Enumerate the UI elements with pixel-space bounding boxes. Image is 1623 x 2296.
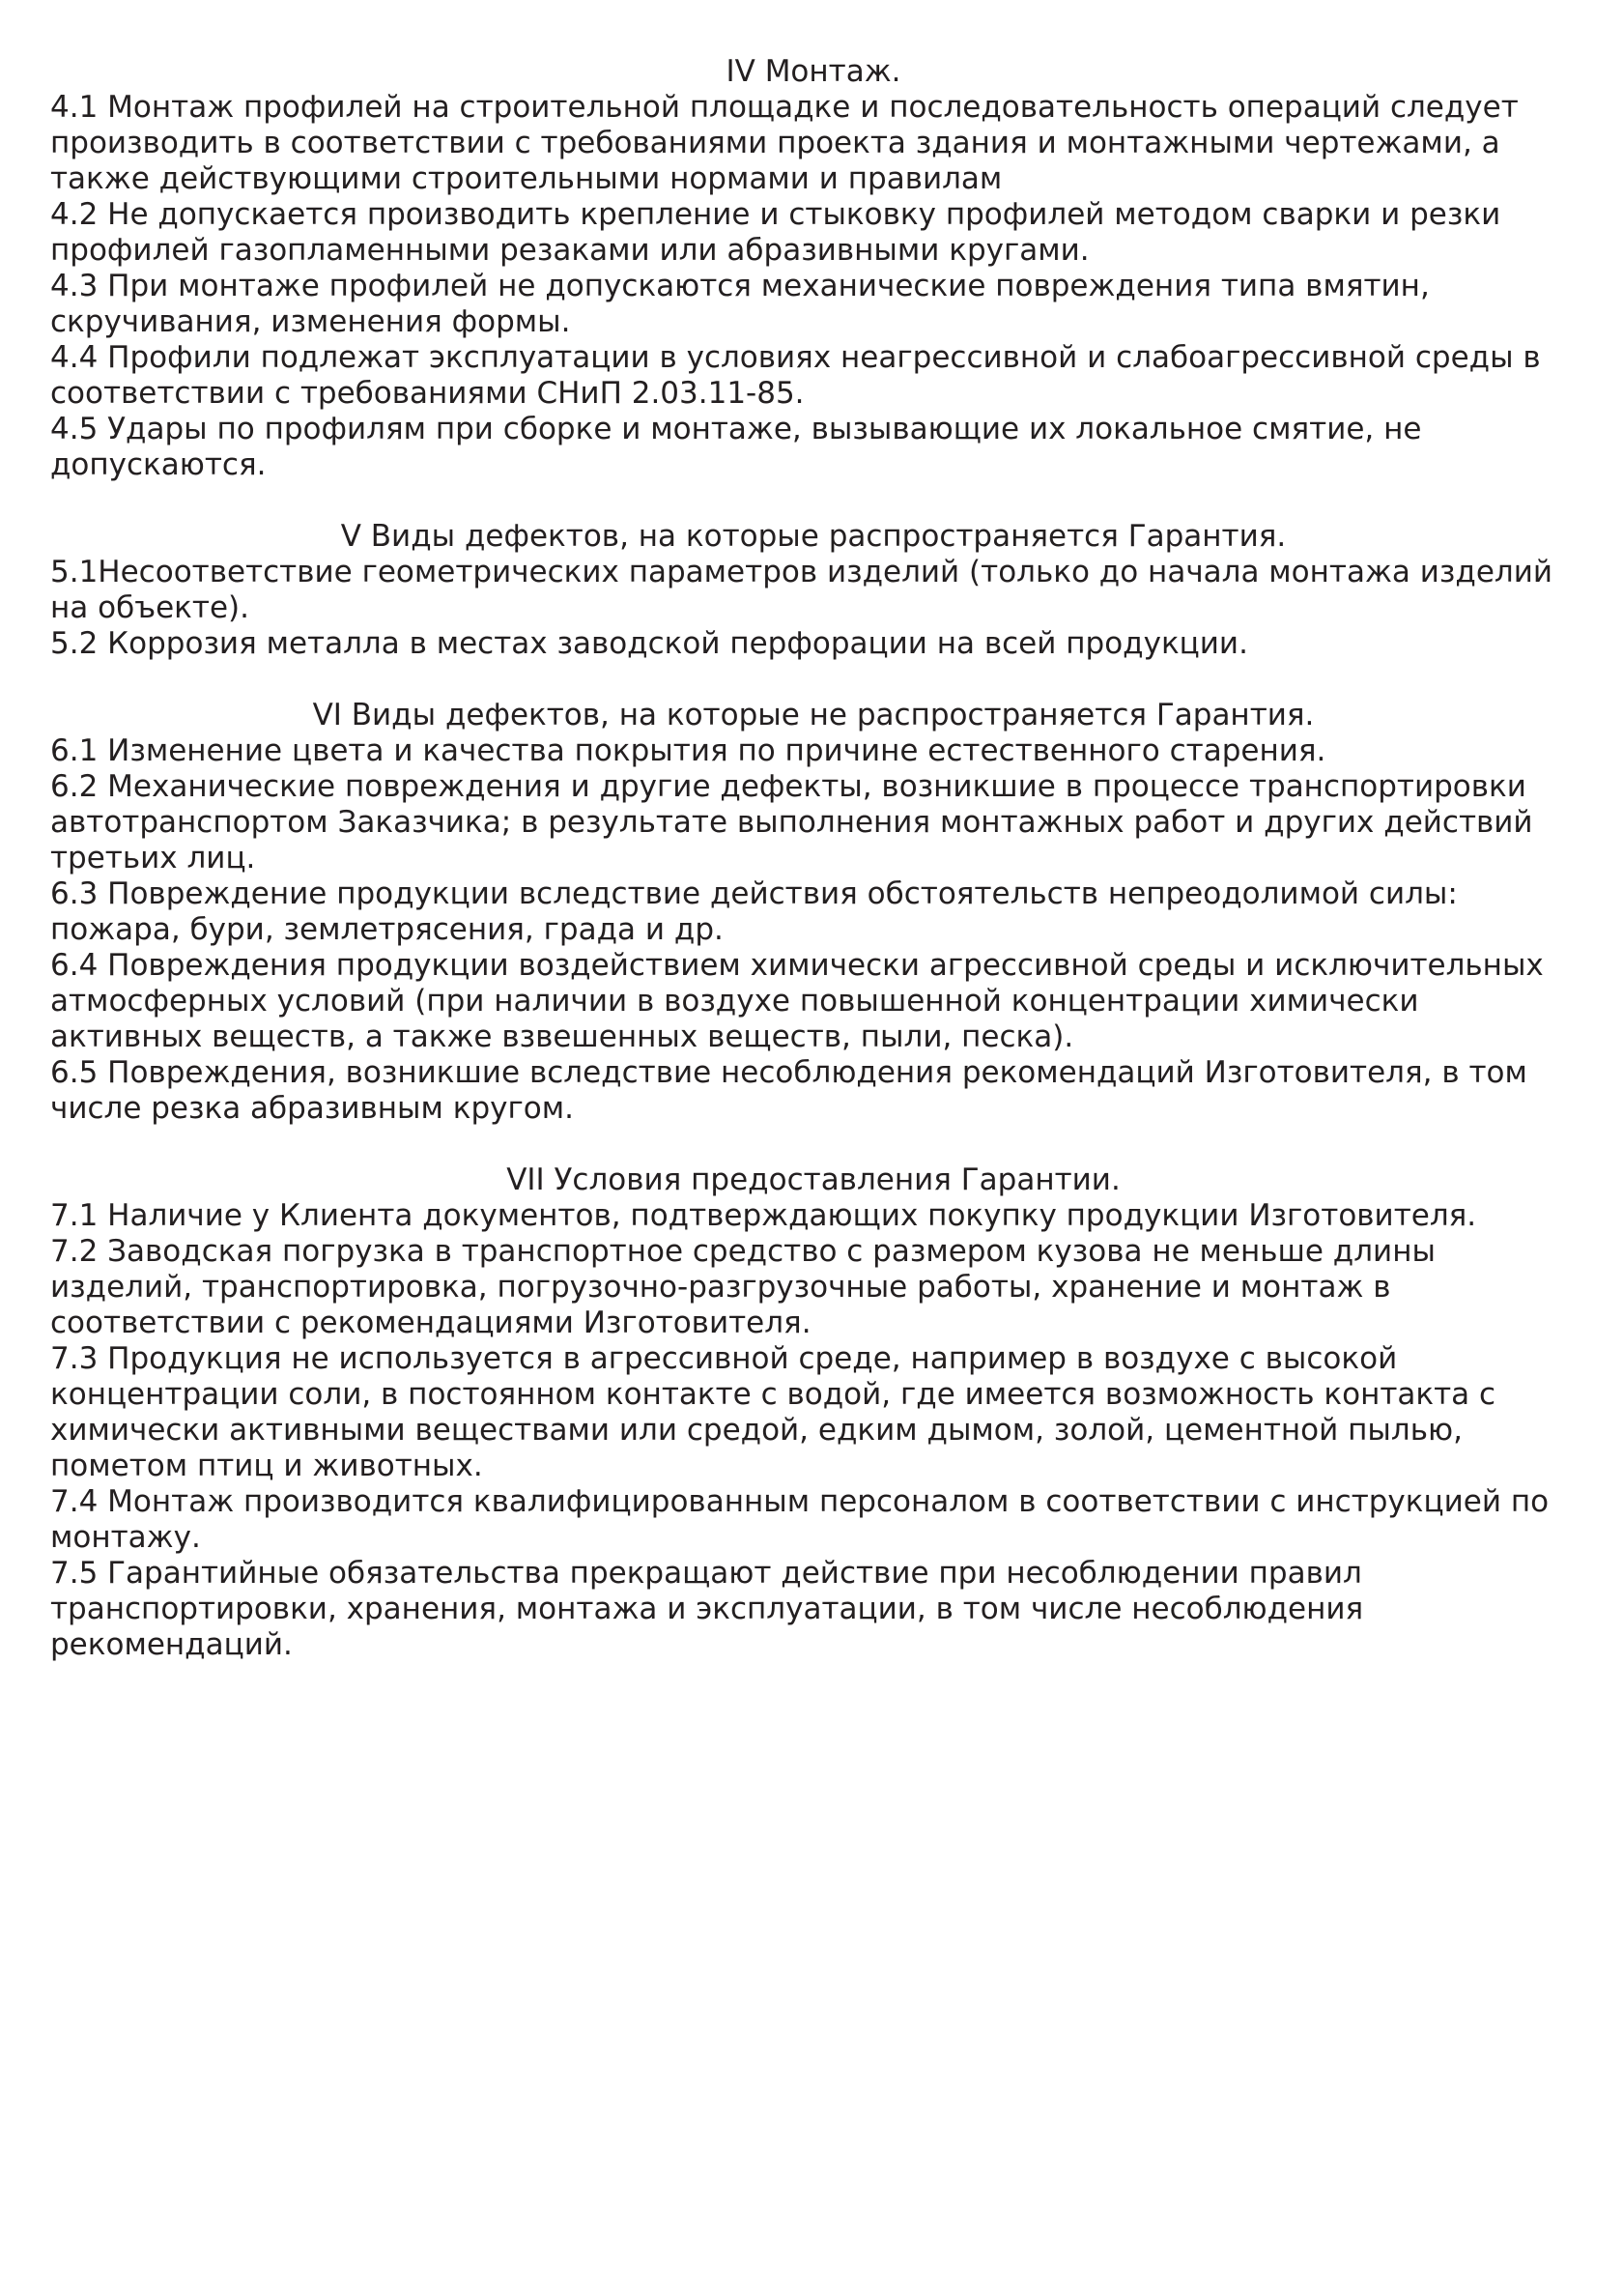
section-title: VII Условия предоставления Гарантии. <box>506 1162 1121 1197</box>
clause-7-4: 7.4 Монтаж производится квалифицированным персоналом в соответствии с инструкцией по монтажу. <box>50 1484 1550 1555</box>
clause-4-1: 4.1 Монтаж профилей на строительной площадке и последовательность операций следует производить в соответствии с требованиями проекта здания и монтажными чертежами, а также действующими строительными нормами и правилам <box>50 90 1519 196</box>
clause-6-4: 6.4 Повреждения продукции воздействием химически агрессивной среды и исключительных атмосферных условий (при наличии в воздухе повышенной концентрации химически активных веществ, а также взвешенных веществ, пыли, песка). <box>50 948 1544 1054</box>
clause-6-3: 6.3 Повреждение продукции вследствие действия обстоятельств непреодолимой силы: пожара, бури, землетрясения, града и др. <box>50 876 1458 947</box>
clause-5-1: 5.1Несоответствие геометрических параметров изделий (только до начала монтажа изделий на объекте). <box>50 555 1552 625</box>
clause-7-1: 7.1 Наличие у Клиента документов, подтверждающих покупку продукции Изготовителя. <box>50 1198 1477 1233</box>
document-page <box>50 54 1577 1663</box>
section-warranty-conditions <box>50 1162 1577 1663</box>
clause-6-2: 6.2 Механические повреждения и другие дефекты, возникшие в процессе транспортировки автотранспортом Заказчика; в результате выполнения монтажных работ и других действий третьих лиц. <box>50 769 1533 875</box>
clause-5-2: 5.2 Коррозия металла в местах заводской перфорации на всей продукции. <box>50 626 1248 661</box>
section-title: VI Виды дефектов, на которые не распространяется Гарантия. <box>312 698 1315 732</box>
clause-4-5: 4.5 Удары по профилям при сборке и монтаже, вызывающие их локальное смятие, не допускаются. <box>50 412 1422 482</box>
section-excluded-defects <box>50 698 1577 1127</box>
clause-7-3: 7.3 Продукция не используется в агрессивной среде, например в воздухе с высокой концентрации соли, в постоянном контакте с водой, где имеется возможность контакта с химически активными веществами или средой, едким дымом, золой, цементной пылью, пометом птиц и животных. <box>50 1341 1496 1483</box>
clause-7-5: 7.5 Гарантийные обязательства прекращают действие при несоблюдении правил транспортировки, хранения, монтажа и эксплуатации, в том числе несоблюдения рекомендаций. <box>50 1556 1364 1662</box>
clause-7-2: 7.2 Заводская погрузка в транспортное средство с размером кузова не меньше длины изделий, транспортировка, погрузочно-разгрузочные работы, хранение и монтаж в соответствии с рекомендациями Изготовителя. <box>50 1234 1436 1340</box>
clause-4-4: 4.4 Профили подлежат эксплуатации в условиях неагрессивной и слабоагрессивной среды в соответствии с требованиями СНиП 2.03.11-85. <box>50 340 1541 411</box>
section-title: V Виды дефектов, на которые распространяется Гарантия. <box>340 519 1287 554</box>
clause-6-1: 6.1 Изменение цвета и качества покрытия по причине естественного старения. <box>50 733 1326 768</box>
clause-4-2: 4.2 Не допускается производить крепление и стыковку профилей методом сварки и резки профилей газопламенными резаками или абразивными кругами. <box>50 197 1501 268</box>
section-covered-defects <box>50 519 1577 662</box>
clause-6-5: 6.5 Повреждения, возникшие вследствие несоблюдения рекомендаций Изготовителя, в том числе резка абразивным кругом. <box>50 1055 1527 1126</box>
clause-4-3: 4.3 При монтаже профилей не допускаются механические повреждения типа вмятин, скручивания, изменения формы. <box>50 269 1430 339</box>
section-title: IV Монтаж. <box>726 54 901 89</box>
section-installation <box>50 54 1577 483</box>
